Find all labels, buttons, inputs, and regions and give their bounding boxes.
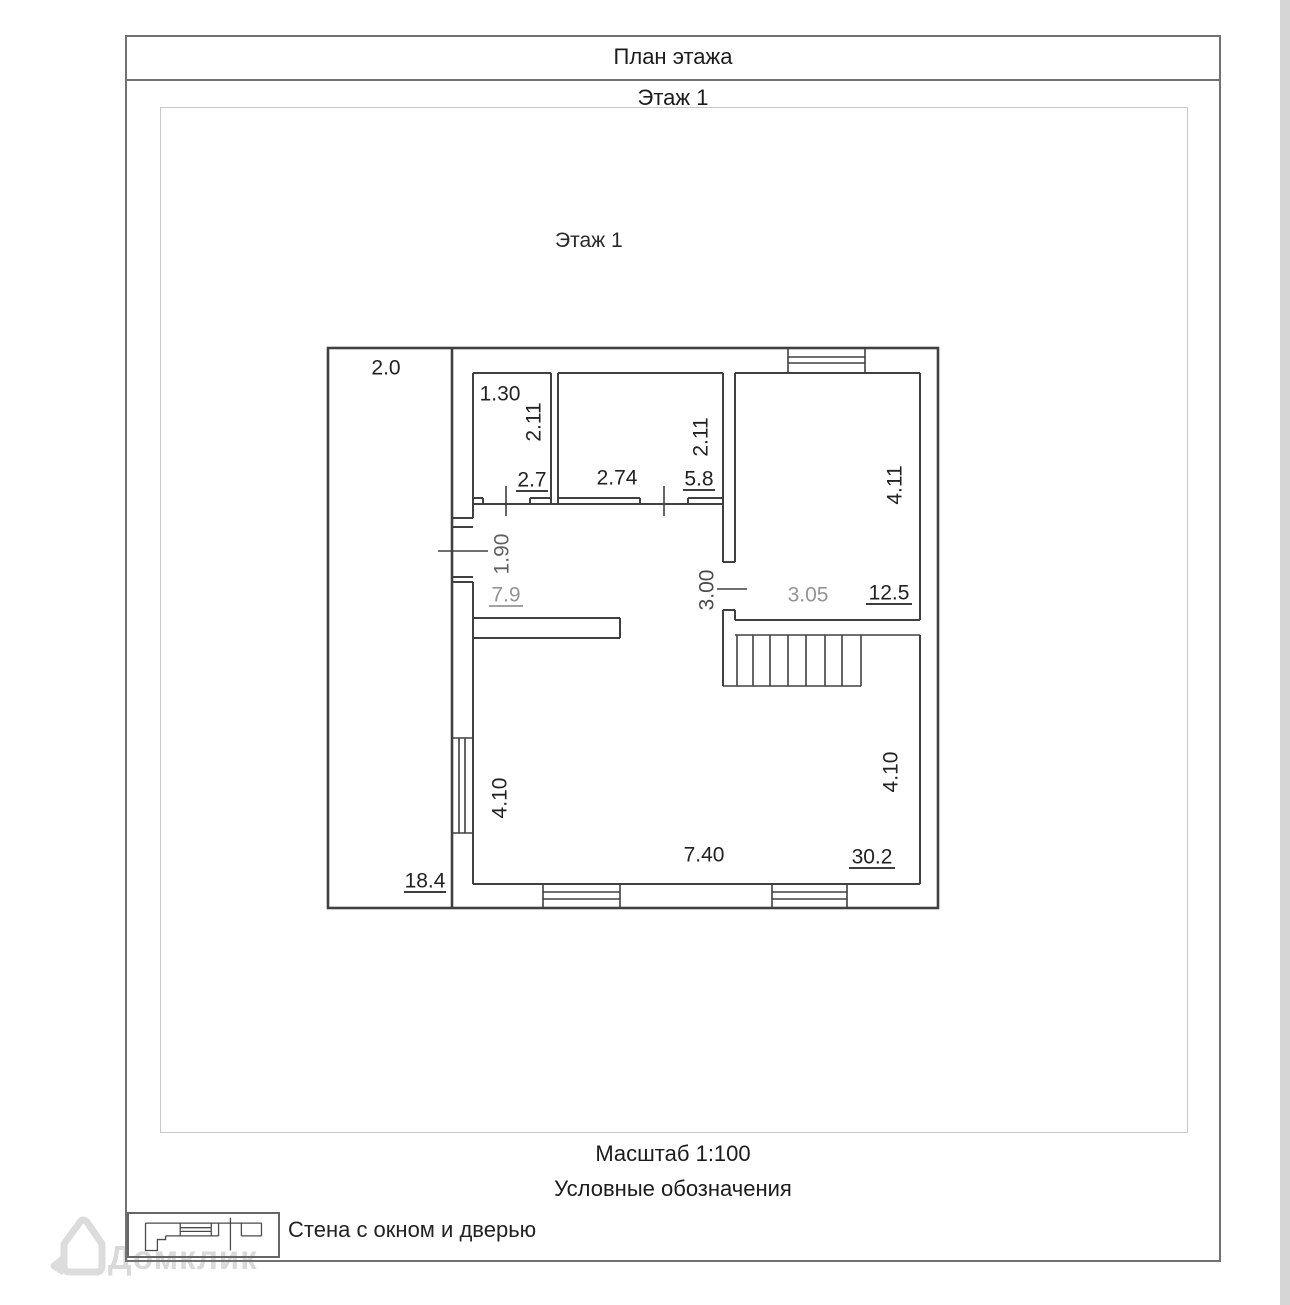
dim-terrace-width: 2.0: [371, 356, 401, 380]
area-room1: 2.7: [517, 468, 547, 492]
exterior-walls: [328, 348, 938, 908]
scale-note: Масштаб 1:100: [595, 1141, 751, 1166]
header-separator: [125, 79, 1221, 81]
watermark-text: Домклик: [108, 1239, 258, 1276]
area-terrace: 18.4: [404, 869, 446, 893]
legend-title: Условные обозначения: [554, 1176, 792, 1201]
dim-room3-width: 3.05: [787, 583, 829, 607]
dim-room3-depth: 4.11: [883, 465, 907, 505]
legend-item-label: Стена с окном и дверью: [288, 1217, 537, 1242]
stairs: [723, 635, 920, 686]
dim-living-width: 7.40: [683, 843, 725, 867]
area-room2: 5.8: [684, 467, 714, 491]
dim-opening-width: 3.00: [695, 569, 719, 611]
dim-room2-width: 2.74: [596, 466, 638, 490]
dim-room1-width: 1.30: [479, 382, 521, 406]
dim-room1-depth: 2.11: [522, 402, 546, 442]
scrollbar[interactable]: [1280, 0, 1290, 1305]
dim-hall-width: 1.90: [490, 533, 514, 575]
area-living: 30.2: [851, 845, 893, 869]
floor-header: Этаж 1: [637, 85, 709, 110]
interior-walls: [452, 373, 920, 884]
page-title: План этажа: [613, 44, 733, 69]
dim-living-depth-right: 4.10: [879, 751, 903, 793]
wall-window-door-icon: [129, 1214, 278, 1256]
legend-symbol-box: [127, 1212, 280, 1258]
dim-living-depth-left: 4.10: [488, 777, 512, 819]
area-hall: 7.9: [491, 583, 521, 607]
dim-room2-depth: 2.11: [689, 417, 713, 457]
plan-floor-label: Этаж 1: [555, 229, 623, 252]
area-room3: 12.5: [868, 581, 910, 605]
windows: [452, 348, 865, 908]
